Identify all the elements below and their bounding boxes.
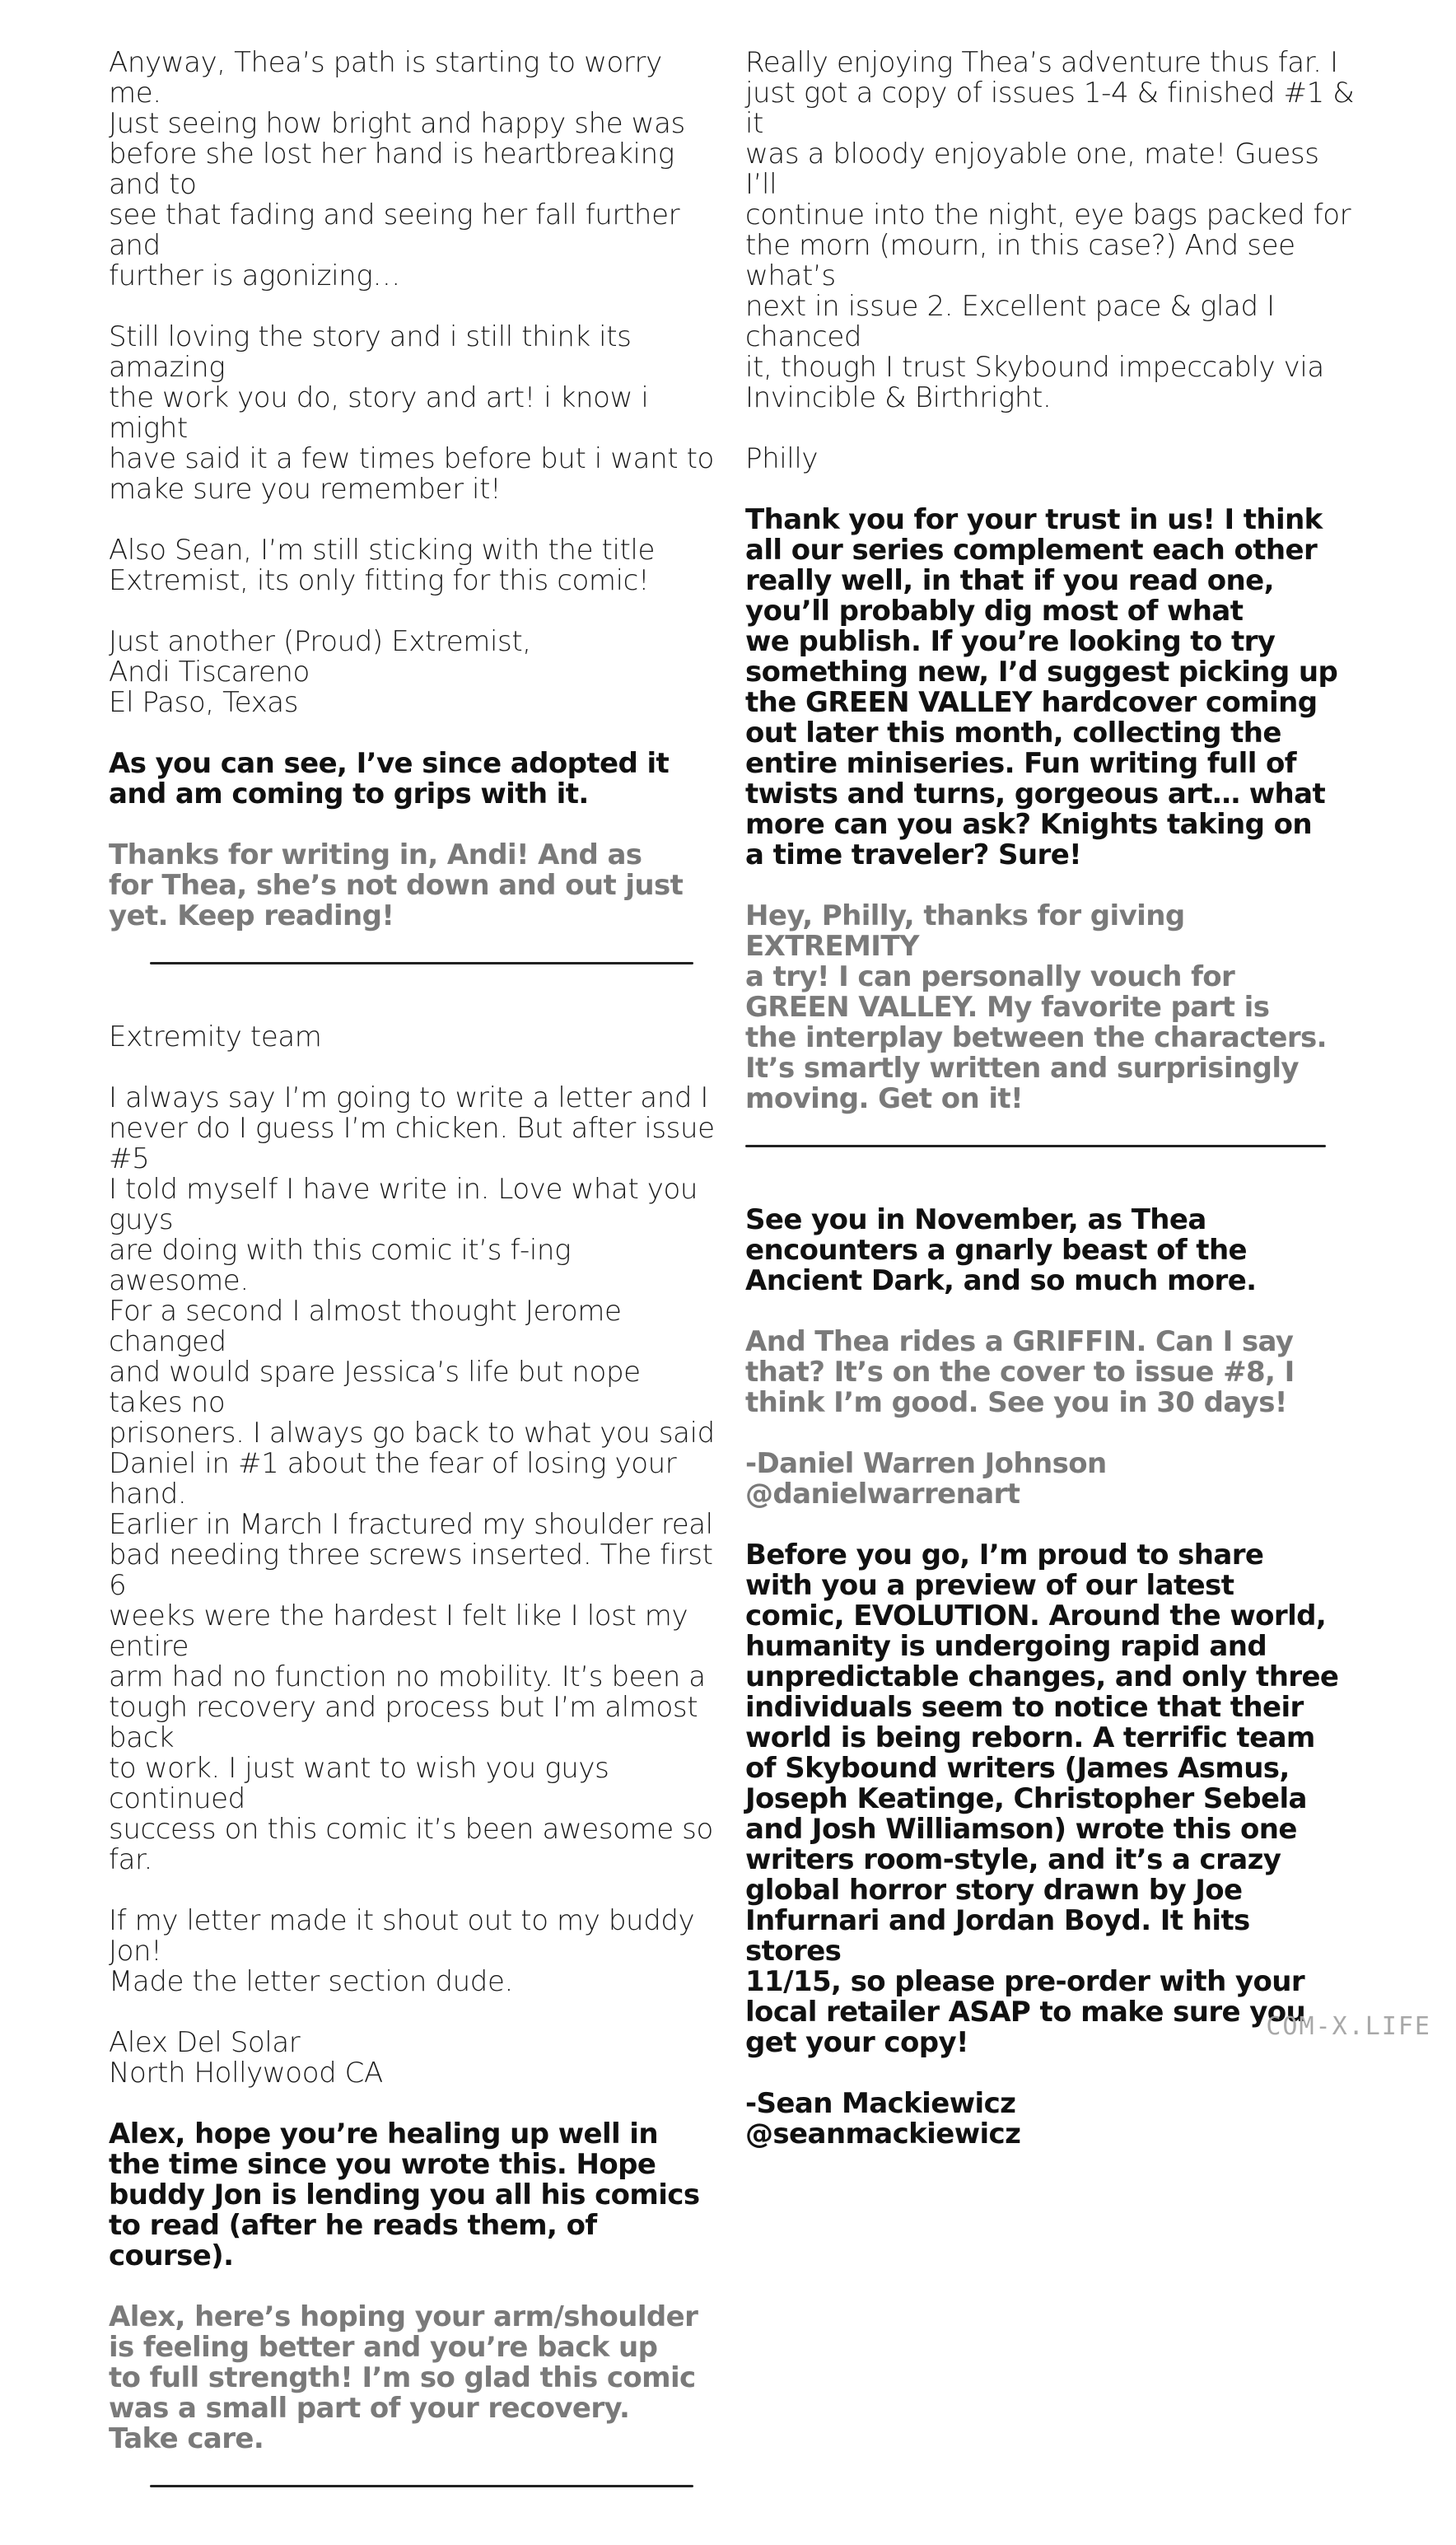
text-line: Just another (Proud) Extremist, (109, 625, 531, 658)
text-line: a time traveler? Sure! (745, 838, 1082, 871)
text-line: that? It’s on the cover to issue #8, I (745, 1356, 1295, 1389)
text-line: Extremity team (109, 1020, 322, 1053)
text-line: 11/15, so please pre-order with your (745, 1965, 1305, 1998)
text-line: the morn (mourn, in this case?) And see what’s (745, 229, 1295, 292)
text-line: Hey, Philly, thanks for giving EXTREMITY (745, 899, 1185, 963)
text-line: Before you go, I’m proud to share (745, 1539, 1264, 1571)
text-line: before she lost her hand is heartbreaking and to (109, 138, 674, 201)
text-line: Joseph Keatinge, Christopher Sebela (745, 1782, 1307, 1815)
text-line: Thanks for writing in, Andi! And as (109, 838, 642, 871)
text-line: Take care. (109, 2422, 264, 2455)
text-line: Ancient Dark, and so much more. (745, 1264, 1257, 1297)
text-line: a try! I can personally vouch for (745, 960, 1235, 993)
text-line: arm had no function no mobility. It’s been a (109, 1660, 706, 1693)
text-line: Extremist, its only fitting for this comic! (109, 564, 650, 597)
text-line: unpredictable changes, and only three (745, 1660, 1339, 1693)
text-line: out later this month, collecting the (745, 717, 1281, 749)
text-line: comic, EVOLUTION. Around the world, (745, 1599, 1327, 1632)
text-line: And Thea rides a GRIFFIN. Can I say (745, 1325, 1294, 1358)
text-line: continue into the night, eye bags packed for (745, 198, 1351, 231)
text-line: -Daniel Warren Johnson (745, 1447, 1107, 1480)
letter-paragraph (109, 1906, 718, 1997)
closing-note-bold (745, 1205, 1355, 1296)
text-line: never do I guess I’m chicken. But after issue #5 (109, 1112, 715, 1175)
text-line: make sure you remember it! (109, 473, 502, 506)
text-line: are doing with this comic it’s f-ing awesome. (109, 1234, 572, 1297)
text-line: tough recovery and process but I’m almost back (109, 1691, 698, 1754)
text-line: Still loving the story and i still think its amazing (109, 320, 632, 384)
text-line: Alex, hope you’re healing up well in (109, 2118, 658, 2150)
text-line: Daniel in #1 about the fear of losing your hand. (109, 1447, 677, 1511)
text-line: Earlier in March I fractured my shoulder real (109, 1508, 713, 1541)
letter-paragraph (109, 48, 718, 292)
text-line: Just seeing how bright and happy she was (109, 107, 685, 140)
text-line: you’ll probably dig most of what (745, 595, 1244, 628)
section-divider (150, 962, 693, 964)
text-line: next in issue 2. Excellent pace & glad I chanced (745, 290, 1275, 353)
text-line: I always say I’m going to write a letter and I (109, 1081, 709, 1114)
left-column (109, 48, 718, 2545)
text-line: twists and turns, gorgeous art… what (745, 778, 1326, 810)
letter-signoff (109, 627, 718, 718)
text-line: to full strength! I’m so glad this comic (109, 2361, 696, 2394)
text-line: all our series complement each other (745, 534, 1318, 567)
text-line: @seanmackiewicz (745, 2118, 1021, 2150)
text-line: Invincible & Birthright. (745, 381, 1052, 414)
text-line: just got a copy of issues 1-4 & finished #1 & it (745, 77, 1355, 140)
text-line: have said it a few times before but i want to (109, 442, 714, 475)
text-line: entire miniseries. Fun writing full of (745, 747, 1296, 780)
text-line: see that fading and seeing her fall further and (109, 198, 680, 262)
text-line: prisoners. I always go back to what you said (109, 1417, 715, 1450)
text-line: was a small part of your recovery. (109, 2392, 630, 2425)
text-line: Also Sean, I’m still sticking with the title (109, 534, 655, 567)
text-line: Really enjoying Thea’s adventure thus far. I (745, 46, 1338, 79)
text-line: weeks were the hardest I felt like I lost my entire (109, 1599, 688, 1663)
text-line: was a bloody enjoyable one, mate! Guess I’ll (745, 138, 1319, 201)
section-divider (150, 2485, 693, 2487)
text-line: For a second I almost thought Jerome changed (109, 1295, 622, 1358)
text-line: global horror story drawn by Joe (745, 1874, 1243, 1907)
text-line: -Sean Mackiewicz (745, 2087, 1016, 2120)
text-line: the GREEN VALLEY hardcover coming (745, 686, 1318, 719)
watermark: COM-X.LIFE (1266, 2012, 1431, 2041)
text-line: @danielwarrenart (745, 1478, 1020, 1511)
text-line: to work. I just want to wish you guys continued (109, 1752, 609, 1815)
text-line: El Paso, Texas (109, 686, 299, 719)
text-line: Philly (745, 442, 819, 475)
text-line: the time since you wrote this. Hope (109, 2148, 656, 2181)
text-line: something new, I’d suggest picking up (745, 656, 1338, 689)
text-line: it, though I trust Skybound impeccably via (745, 351, 1324, 384)
letter-paragraph (109, 535, 718, 596)
signature-sean (745, 2089, 1355, 2150)
text-line: Thank you for your trust in us! I think (745, 503, 1323, 536)
text-line: more can you ask? Knights taking on (745, 808, 1312, 841)
editor-reply-gray (109, 840, 718, 932)
text-line: to read (after he reads them, of course). (109, 2209, 597, 2272)
text-line: individuals seem to notice that their (745, 1691, 1304, 1724)
letter-paragraph (109, 1083, 718, 1875)
text-line: is feeling better and you’re back up (109, 2331, 658, 2364)
text-line: bad needing three screws inserted. The first 6 (109, 1539, 713, 1602)
text-line: Infurnari and Jordan Boyd. It hits stores (745, 1904, 1250, 1968)
text-line: local retailer ASAP to make sure you (745, 1996, 1306, 2029)
text-line: and Josh Williamson) wrote this one (745, 1813, 1297, 1846)
right-column (745, 48, 1355, 2180)
text-line: humanity is undergoing rapid and (745, 1630, 1267, 1663)
preview-announcement (745, 1540, 1355, 2058)
letter-signoff (109, 2028, 718, 2089)
editor-reply-bold (745, 505, 1355, 871)
letter-paragraph (745, 48, 1355, 413)
signature-daniel (745, 1449, 1355, 1510)
text-line: we publish. If you’re looking to try (745, 625, 1276, 658)
text-line: yet. Keep reading! (109, 899, 394, 932)
text-line: Alex, here’s hoping your arm/shoulder (109, 2300, 698, 2333)
text-line: get your copy! (745, 2026, 968, 2059)
text-line: Andi Tiscareno (109, 656, 310, 689)
text-line: the interplay between the characters. (745, 1021, 1327, 1054)
section-divider (745, 1145, 1326, 1147)
text-line: buddy Jon is lending you all his comics (109, 2178, 700, 2211)
text-line: Alex Del Solar (109, 2026, 301, 2059)
editor-reply-bold (109, 749, 718, 810)
text-line: think I’m good. See you in 30 days! (745, 1386, 1287, 1419)
text-line: world is being reborn. A terrific team (745, 1721, 1315, 1754)
text-line: of Skybound writers (James Asmus, (745, 1752, 1290, 1785)
closing-note-gray (745, 1327, 1355, 1418)
text-line: and would spare Jessica’s life but nope takes no (109, 1356, 641, 1419)
text-line: the work you do, story and art! i know i might (109, 381, 649, 445)
text-line: for Thea, she’s not down and out just (109, 869, 684, 902)
text-line: North Hollywood CA (109, 2057, 383, 2090)
text-line: Anyway, Thea’s path is starting to worry me. (109, 46, 662, 110)
text-line: Made the letter section dude. (109, 1965, 513, 1998)
text-line: See you in November, as Thea (745, 1203, 1206, 1236)
text-line: moving. Get on it! (745, 1082, 1023, 1115)
editor-reply-bold (109, 2119, 718, 2272)
text-line: further is agonizing… (109, 259, 400, 292)
text-line: success on this comic it’s been awesome so far. (109, 1813, 713, 1876)
text-line: As you can see, I’ve since adopted it (109, 747, 670, 780)
text-line: I told myself I have write in. Love what you guys (109, 1173, 698, 1236)
letter-paragraph (109, 322, 718, 505)
text-line: writers room-style, and it’s a crazy (745, 1843, 1281, 1876)
text-line: If my letter made it shout out to my buddy Jon! (109, 1904, 695, 1968)
text-line: It’s smartly written and surprisingly (745, 1052, 1299, 1085)
letter-signoff (745, 444, 1355, 474)
editor-reply-gray (745, 901, 1355, 1114)
text-line: and am coming to grips with it. (109, 778, 589, 810)
letter-salutation (109, 1022, 718, 1053)
text-line: with you a preview of our latest (745, 1569, 1234, 1602)
text-line: GREEN VALLEY. My favorite part is (745, 991, 1270, 1024)
text-line: encounters a gnarly beast of the (745, 1234, 1248, 1267)
text-line: really well, in that if you read one, (745, 564, 1274, 597)
editor-reply-gray (109, 2302, 718, 2454)
